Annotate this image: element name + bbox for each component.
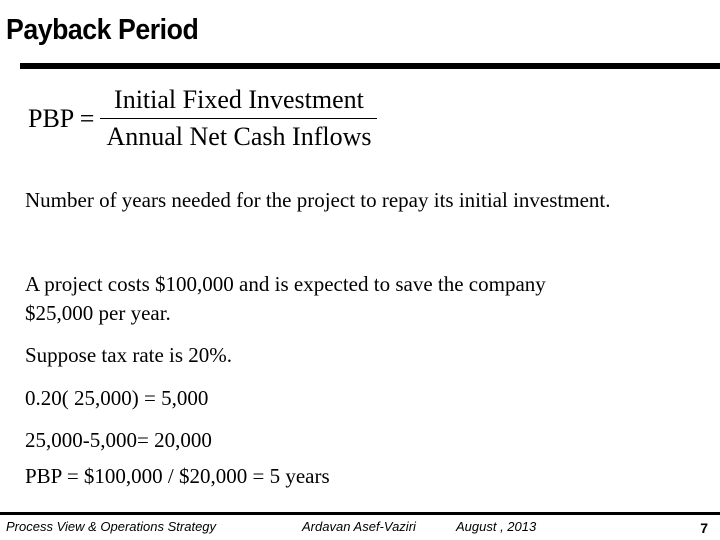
footer-author: Ardavan Asef-Vaziri [302,519,416,534]
page-number: 7 [700,520,708,536]
calc-line-2: 25,000-5,000= 20,000 [25,428,212,452]
pbp-formula [28,84,377,153]
formula-lhs: PBP = [28,103,95,133]
formula-denominator: Annual Net Cash Inflows [106,122,372,151]
definition-text: Number of years needed for the project to repay its initial investment. [25,188,611,212]
footer-date: August , 2013 [456,519,537,534]
title-divider [20,63,720,69]
footer-course: Process View & Operations Strategy [6,519,217,534]
formula-numerator: Initial Fixed Investment [114,85,364,114]
formula-fraction [100,84,377,153]
calc-line-3: PBP = $100,000 / $20,000 = 5 years [25,464,330,488]
footer-divider [0,512,720,515]
example-line-2: $25,000 per year. [25,301,171,325]
tax-rate-text: Suppose tax rate is 20%. [25,343,233,367]
calc-line-1: 0.20( 25,000) = 5,000 [25,386,209,410]
slide-title: Payback Period [6,14,199,46]
example-line-1: A project costs $100,000 and is expected to save the company [25,272,546,296]
